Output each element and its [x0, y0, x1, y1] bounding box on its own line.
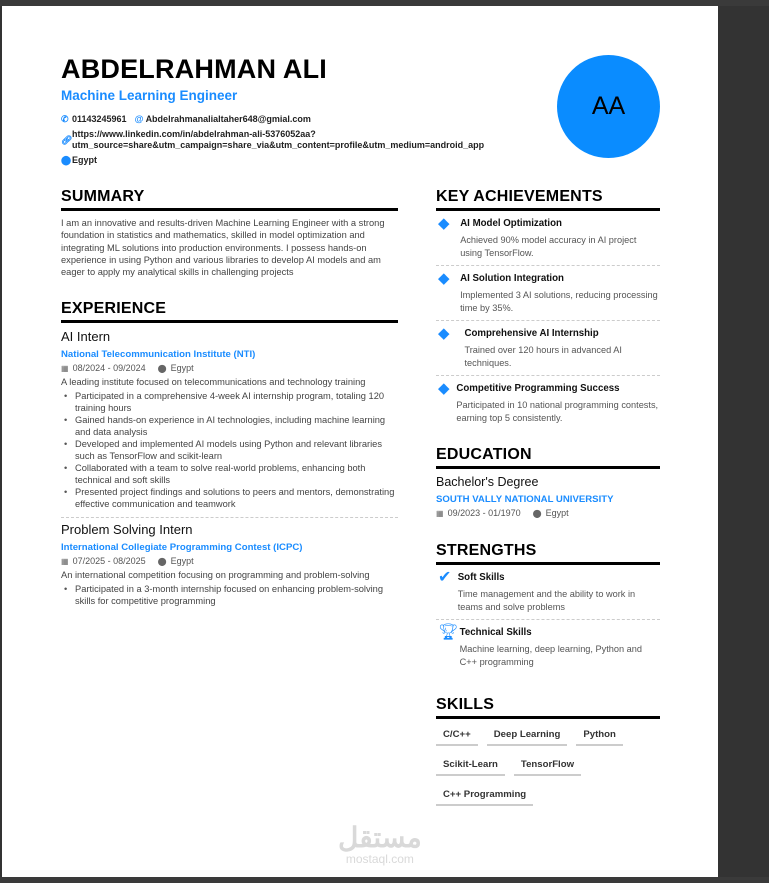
education-item — [436, 475, 660, 518]
education-location: Egypt — [545, 508, 569, 518]
diamond-icon: ◆ — [438, 325, 450, 342]
strength-item — [436, 620, 660, 674]
company-name: National Telecommunication Institute (NTI) — [61, 349, 256, 361]
education-dates: 09/2023 - 01/1970 — [447, 508, 521, 518]
link-icon: 🔗︎ — [61, 135, 73, 145]
avatar — [557, 55, 660, 158]
calendar-icon: ▦ — [61, 363, 69, 373]
job-dates: 08/2024 - 09/2024 — [72, 363, 146, 374]
diamond-icon: ◆ — [438, 270, 450, 287]
calendar-icon: ▦ — [61, 556, 69, 566]
skill-tag: C++ Programming — [436, 785, 533, 806]
job-bullets — [61, 390, 398, 510]
achievement-title: Competitive Programming Success — [456, 383, 620, 394]
job-meta — [61, 556, 398, 566]
achievement-desc: Implemented 3 AI solutions, reducing processing time by 35%. — [460, 290, 658, 313]
watermark-site: mostaql.com — [345, 852, 414, 866]
job-description: An international competition focusing on programming and problem-solving — [61, 570, 370, 581]
job-meta — [61, 363, 398, 373]
achievement-desc: Participated in 10 national programming contests, earning top 5 consistently. — [456, 400, 659, 423]
strength-desc: Time management and the ability to work in teams and solve problems — [457, 589, 636, 612]
skill-tag: Python — [576, 725, 623, 746]
skill-tag: TensorFlow — [514, 755, 581, 776]
bullet-item: • Participated in a 3-month internship focused on enhancing problem-solving skills for competitive programming — [61, 583, 398, 607]
experience-item — [61, 329, 398, 510]
linkedin-row — [61, 129, 484, 151]
right-column — [436, 188, 660, 815]
achievement-item — [436, 321, 660, 376]
job-location: Egypt — [170, 363, 194, 374]
achievements-list — [436, 211, 660, 430]
section-title-achievements: KEY ACHIEVEMENTS — [436, 188, 660, 211]
bullet-item: • Collaborated with a team to solve real-world problems, enhancing both technical and soft skills — [61, 462, 398, 486]
strength-title: Soft Skills — [457, 572, 505, 583]
avatar-initials: AA — [591, 92, 626, 120]
watermark-arabic: مستقل — [338, 822, 422, 853]
location-row — [61, 155, 97, 166]
job-title: AI Intern — [61, 329, 111, 345]
strength-title: Technical Skills — [459, 627, 532, 638]
achievement-title: AI Solution Integration — [460, 273, 564, 284]
trophy-icon: 🏆︎ — [438, 624, 459, 641]
bullet-item: • Participated in a comprehensive 4-week AI internship program, totaling 120 training hours — [61, 390, 398, 414]
candidate-role: Machine Learning Engineer — [61, 88, 238, 103]
contact-row — [61, 114, 311, 125]
job-bullets — [61, 583, 398, 607]
job-title: Problem Solving Intern — [61, 522, 193, 538]
job-location: Egypt — [170, 556, 194, 567]
section-title-summary: SUMMARY — [61, 188, 398, 211]
phone-icon: ✆ — [61, 114, 69, 124]
section-title-education: EDUCATION — [436, 446, 660, 469]
achievement-item — [436, 376, 660, 430]
achievement-desc: Trained over 120 hours in advanced AI techniques. — [464, 345, 622, 368]
achievement-title: AI Model Optimization — [460, 218, 562, 229]
degree: Bachelor's Degree — [436, 475, 539, 489]
linkedin-url-line-2[interactable]: utm_source=share&utm_campaign=share_via&utm_content=profile&utm_medium=android_app — [72, 140, 485, 150]
skill-tag: Deep Learning — [487, 725, 568, 746]
linkedin-link[interactable] — [72, 129, 484, 151]
achievement-desc: Achieved 90% model accuracy in AI project using TensorFlow. — [460, 235, 637, 258]
bullet-item: • Gained hands-on experience in AI technologies, including machine learning and data analysis — [61, 414, 398, 438]
viewer-bottom-bar — [0, 877, 769, 883]
skill-tag: C/C++ — [436, 725, 478, 746]
school-name: SOUTH VALLY NATIONAL UNIVERSITY — [436, 494, 614, 505]
phone-number[interactable]: 01143245961 — [72, 114, 127, 124]
section-title-skills: SKILLS — [436, 696, 660, 719]
candidate-name: ABDELRAHMAN ALI — [61, 54, 327, 84]
map-pin-icon: ⬤ — [532, 508, 542, 518]
achievement-item — [436, 211, 660, 266]
bullet-item: • Developed and implemented AI models using Python and relevant libraries such as TensorFlow and scikit-learn — [61, 438, 398, 462]
company-name: International Collegiate Programming Contest (ICPC) — [61, 542, 303, 554]
job-dates: 07/2025 - 08/2025 — [72, 556, 146, 567]
map-pin-icon: ⬤ — [157, 363, 167, 373]
strength-item — [436, 565, 660, 620]
email-address[interactable]: Abdelrahmanalialtaher648@gmial.com — [145, 114, 311, 124]
bullet-item: • Presented project findings and solutions to peers and mentors, demonstrating effective communication and teamwork — [61, 486, 398, 510]
calendar-icon: ▦ — [436, 508, 444, 518]
map-pin-icon: ⬤ — [157, 556, 167, 566]
summary-text: I am an innovative and results-driven Machine Learning Engineer with a strong foundation in statistics and mathematics, skilled in model optimization and integrating ML solutions into production environments. I possess hands-on experience in using Python and various libraries to develop AI models and am eager to apply my analytical skills in challenging projects — [61, 218, 385, 278]
map-pin-icon: ⬤ — [61, 155, 72, 165]
diamond-icon: ◆ — [438, 380, 450, 397]
resume-page — [2, 6, 718, 877]
skills-list — [436, 725, 660, 815]
section-title-strengths: STRENGTHS — [436, 542, 660, 565]
at-icon: @ — [134, 114, 144, 124]
location-text: Egypt — [72, 155, 98, 165]
section-title-experience: EXPERIENCE — [61, 300, 398, 323]
education-meta — [436, 508, 660, 518]
achievement-title: Comprehensive AI Internship — [464, 328, 599, 339]
job-description: A leading institute focused on telecommunications and technology training — [61, 377, 366, 388]
strength-desc: Machine learning, deep learning, Python and C++ programming — [459, 644, 643, 667]
achievement-item — [436, 266, 660, 321]
experience-item — [61, 522, 398, 607]
watermark — [338, 824, 422, 866]
linkedin-url-line-1[interactable]: https://www.linkedin.com/in/abdelrahman-ali-5376052aa? — [72, 129, 316, 139]
diamond-icon: ◆ — [438, 215, 450, 232]
skill-tag: Scikit-Learn — [436, 755, 505, 776]
divider — [61, 517, 398, 518]
check-icon: ✔ — [438, 569, 452, 586]
left-column — [61, 188, 398, 607]
